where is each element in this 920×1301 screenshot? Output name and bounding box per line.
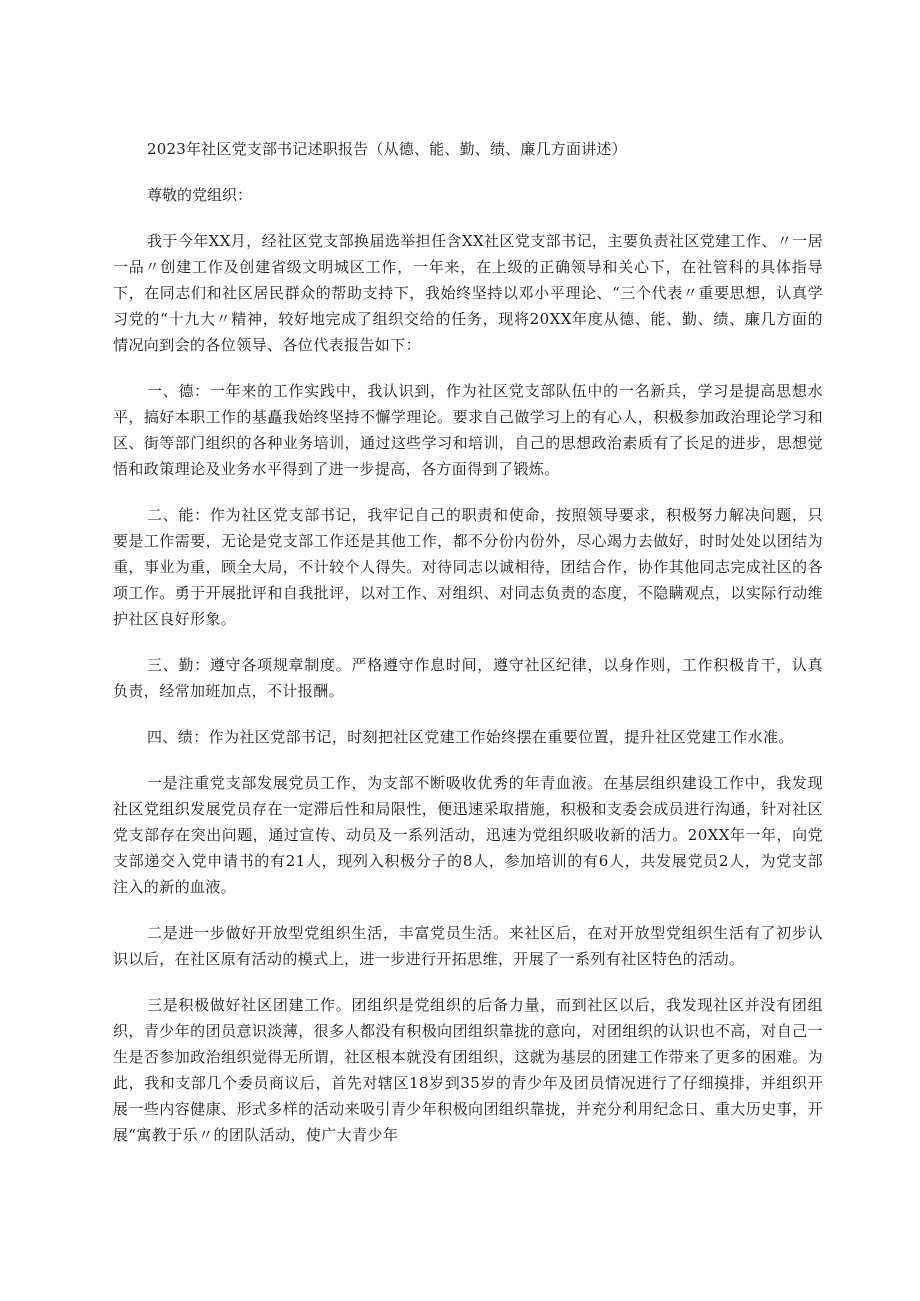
paragraph-ji: 四、绩：作为社区党部书记，时刻把社区党建工作始终摆在重要位置，提升社区党建工作水准。 — [147, 728, 794, 746]
paragraph-intro: 我于今年XX月，经社区党支部换届选举担任含XX社区党支部书记，主要负责社区党建工作、〃一居一品〃创建工作及创建省级文明城区工作，一年来，在上级的正确领导和关心下，在社管科的具体指导下，在同志们和社区居民群众的帮助支持下，我始终坚持以邓小平理论、“三个代表〃重要思想，认真学习党的“十九大〃精神，较好地完成了组织交给的任务，现将20XX年度从德、能、勤、绩、廉几方面的情况向到会的各位领导、各位代表报告如下： — [113, 232, 823, 354]
document-page — [113, 136, 823, 1168]
paragraph-youth-league: 三是积极做好社区团建工作。团组织是党组织的后备力量，而到社区以后，我发现社区并没有团组织，青少年的团员意识淡薄，很多人都没有积极向团组织靠拢的意向，对团组织的认识也不高，对自己一生是否参加政治组织觉得无所谓，社区根本就没有团组织，这就为基层的团建工作带来了更多的困难。为此，我和支部几个委员商议后，首先对辖区18岁到35岁的青少年及团员情况进行了仔细摸排，并组织开展一些内容健康、形式多样的活动来吸引青少年积极向团组织靠拢，并充分利用纪念日、重大历史事，开展“寓教于乐〃的团队活动，使广大青少年 — [113, 996, 823, 1144]
paragraph-open-org-life: 二是进一步做好开放型党组织生活，丰富党员生活。来社区后，在对开放型党组织生活有了初步认识以后，在社区原有活动的模式上，进一步进行开拓思维，开展了一系列有社区特色的活动。 — [113, 924, 823, 968]
paragraph-qin: 三、勤：遵守各项规章制度。严格遵守作息时间，遵守社区纪律，以身作则，工作积极肯干，认真负责，经常加班加点，不计报酬。 — [113, 656, 823, 700]
paragraph-party-members: 一是注重党支部发展党员工作，为支部不断吸收优秀的年青血液。在基层组织建设工作中，我发现社区党组织发展党员存在一定滞后性和局限性，便迅速采取措施，积极和支委会成员进行沟通，针对社区党支部存在突出问题，通过宣传、动员及一系列活动，迅速为党组织吸收新的活力。20XX年一年，向党支部递交入党申请书的有21人，现列入积极分子的8人，参加培训的有6人，共发展党员2人，为党支部注入的新的血液。 — [113, 774, 823, 896]
salutation: 尊敬的党组织： — [147, 186, 253, 204]
paragraph-neng: 二、能：作为社区党支部书记，我牢记自己的职责和使命，按照领导要求，积极努力解决问题，只要是工作需要，无论是党支部工作还是其他工作，都不分份内份外，尽心竭力去做好，时时处处以团结为重，事业为重，顾全大局，不计较个人得失。对待同志以诚相待，团结合作，协作其他同志完成社区的各项工作。勇于开展批评和自我批评，以对工作、对组织、对同志负责的态度，不隐瞒观点，以实际行动维护社区良好形象。 — [113, 506, 823, 628]
paragraph-de: 一、德：一年来的工作实践中，我认识到，作为社区党支部队伍中的一名新兵，学习是提高思想水平，搞好本职工作的基矗我始终坚持不懈学理论。要求自己做学习上的有心人，积极参加政治理论学习和区、街等部门组织的各种业务培训，通过这些学习和培训，自己的思想政治素质有了长足的进步，思想觉悟和政策理论及业务水平得到了进一步提高，各方面得到了锻炼。 — [113, 382, 823, 478]
document-title: 2023年社区党支部书记述职报告（从德、能、勤、绩、廉几方面讲述） — [147, 140, 627, 158]
